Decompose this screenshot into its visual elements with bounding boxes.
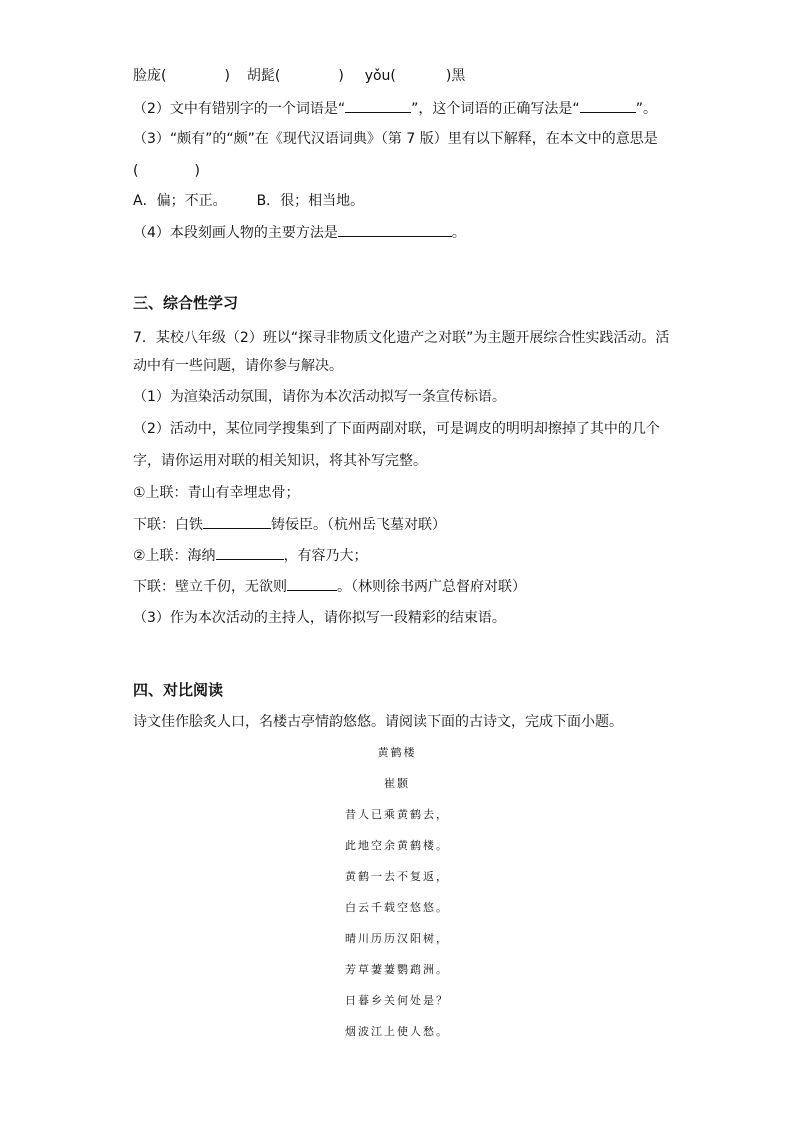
couplet1-lower: 下联：白铁 铸佞臣。（杭州岳飞墓对联） <box>133 514 446 535</box>
q6-sub3-answer-paren[interactable]: ( ) <box>133 163 200 179</box>
couplet2-lower: 下联：壁立千仞，无欲则 。（林则徐书两广总督府对联） <box>133 576 526 597</box>
q7-sub3: （3）作为本次活动的主持人，请你拟写一段精彩的结束语。 <box>133 610 506 626</box>
answer-blank-method[interactable] <box>338 222 452 237</box>
answer-blank-correct-word[interactable] <box>580 98 636 113</box>
answer-blank-wrong-word[interactable] <box>345 98 411 113</box>
section-heading-integrated-learning: 三、综合性学习 <box>133 294 239 312</box>
poem-author: 崔颢 <box>384 777 410 790</box>
poem-line: 此地空余黄鹤楼。 <box>345 839 449 852</box>
option-a[interactable]: A．偏；不正。 <box>133 193 227 209</box>
option-b[interactable]: B．很；相当地。 <box>256 193 365 209</box>
q7-sub2-line1: （2）活动中，某位同学搜集到了下面两副对联，可是调皮的明明却擦掉了其中的几个 <box>133 421 660 437</box>
poem-line: 黄鹤一去不复返， <box>345 870 449 883</box>
pinyin-row: 脸庞( ) 胡髭( ) yǒu( )黑 <box>133 68 466 84</box>
q6-sub3: （3）“颇有”的“颇”在《现代汉语词典》（第 7 版）里有以下解释，在本文中的意思是 <box>133 131 658 147</box>
answer-blank-couplet2-upper[interactable] <box>216 545 284 560</box>
q7-line1: 7．某校八年级（2）班以“探寻非物质文化遗产之对联”为主题开展综合性实践活动。活 <box>133 330 670 346</box>
poem-line: 白云千载空悠悠。 <box>345 901 449 914</box>
word-youhei-start: yǒu( <box>364 68 396 84</box>
poem-line: 日暮乡关何处是？ <box>345 994 449 1007</box>
q6-sub2: （2）文中有错别字的一个词语是“ ”，这个词语的正确写法是“ ”。 <box>133 98 657 119</box>
q7-line2: 动中有一些问题，请你参与解决。 <box>133 358 343 374</box>
section4-intro: 诗文佳作脍炙人口，名楼古亭情韵悠悠。请阅读下面的古诗文，完成下面小题。 <box>133 714 623 730</box>
poem-line: 昔人已乘黄鹤去， <box>345 808 449 821</box>
section-heading-comparative-reading: 四、对比阅读 <box>133 681 224 699</box>
q6-options <box>133 191 364 211</box>
q6-sub4: （4）本段刻画人物的主要方法是 。 <box>133 222 466 243</box>
word-lianpang: 脸庞( <box>133 68 167 84</box>
answer-blank-couplet2-lower[interactable] <box>287 576 337 591</box>
couplet2-upper: ②上联：海纳 ，有容乃大； <box>133 545 368 566</box>
poem-line: 芳草萋萋鹦鹉洲。 <box>345 963 449 976</box>
q7-sub2-line2: 字，请你运用对联的相关知识，将其补写完整。 <box>133 453 427 469</box>
word-huzi: 胡髭( <box>246 68 281 84</box>
poem-title: 黄鹤楼 <box>377 746 417 759</box>
q7-sub1: （1）为渲染活动氛围，请你为本次活动拟写一条宣传标语。 <box>133 389 506 405</box>
poem-line: 烟波江上使人愁。 <box>345 1025 449 1038</box>
couplet1-upper: ①上联：青山有幸埋忠骨； <box>133 485 300 501</box>
word-youhei-end: )黑 <box>445 68 466 84</box>
answer-blank-couplet1[interactable] <box>203 514 271 529</box>
poem-line: 晴川历历汉阳树， <box>345 932 449 945</box>
